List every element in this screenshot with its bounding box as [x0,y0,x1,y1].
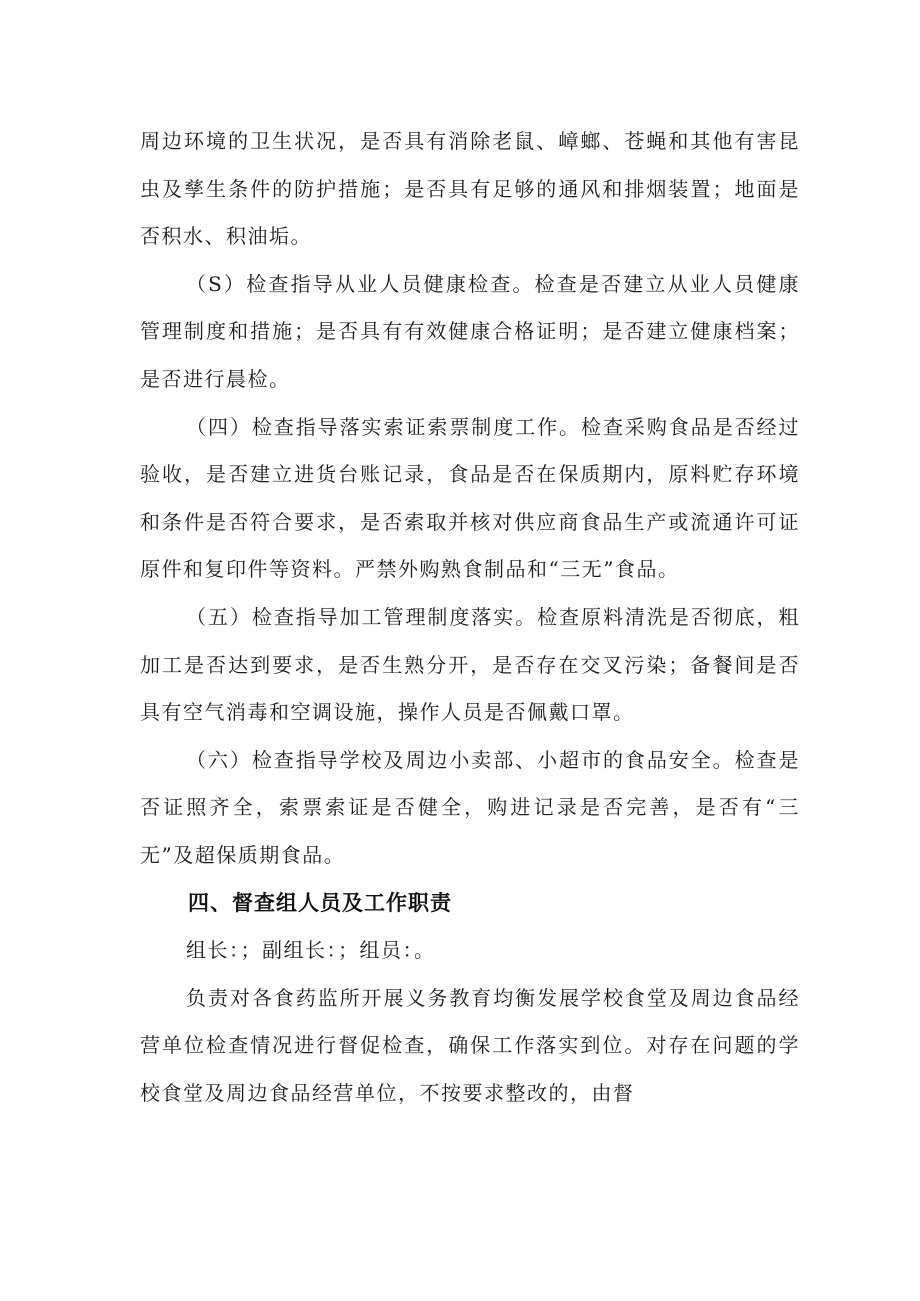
paragraph-staff-health-check: （S）检查指导从业人员健康检查。检查是否建立从业人员健康管理制度和措施；是否具有有效健康合格证明；是否建立健康档案；是否进行晨检。 [140,271,800,391]
paragraph-processing-management: （五）检查指导加工管理制度落实。检查原料清洗是否彻底，粗加工是否达到要求，是否生熟分开，是否存在交叉污染；备餐间是否具有空气消毒和空调设施，操作人员是否佩戴口罩。 [140,604,800,725]
paragraph-school-shops-food-safety: （六）检查指导学校及周边小卖部、小超市的食品安全。检查是否证照齐全，索票索证是否健全，购进记录是否完善，是否有“三无”及超保质期食品。 [140,747,800,867]
members-line: 组长：；副组长：；组员：。 [186,938,436,963]
paragraph-environment-hygiene: 周边环境的卫生状况，是否具有消除老鼠、嶂螂、苍蝇和其他有害昆虫及孳生条件的防护措施；是否具有足够的通风和排烟装置；地面是否积水、积油垢。 [140,129,800,249]
paragraph-invoice-certificate-system: （四）检查指导落实索证索票制度工作。检查采购食品是否经过验收，是否建立进货台账记录，食品是否在保质期内，原料贮存环境和条件是否符合要求，是否索取并核对供应商食品生产或流通许可证原件和复印件等资料。严禁外购熟食制品和“三无”食品。 [140,414,800,582]
paragraph-supervision-duties: 负责对各食药监所开展义务教育均衡发展学校食堂及周边食品经营单位检查情况进行督促检查，确保工作落实到位。对存在问题的学校食堂及周边食品经营单位，不按要求整改的，由督 [140,985,800,1105]
document-body [140,118,800,1117]
section-heading-supervision-group: 四、督查组人员及工作职责 [188,890,452,915]
